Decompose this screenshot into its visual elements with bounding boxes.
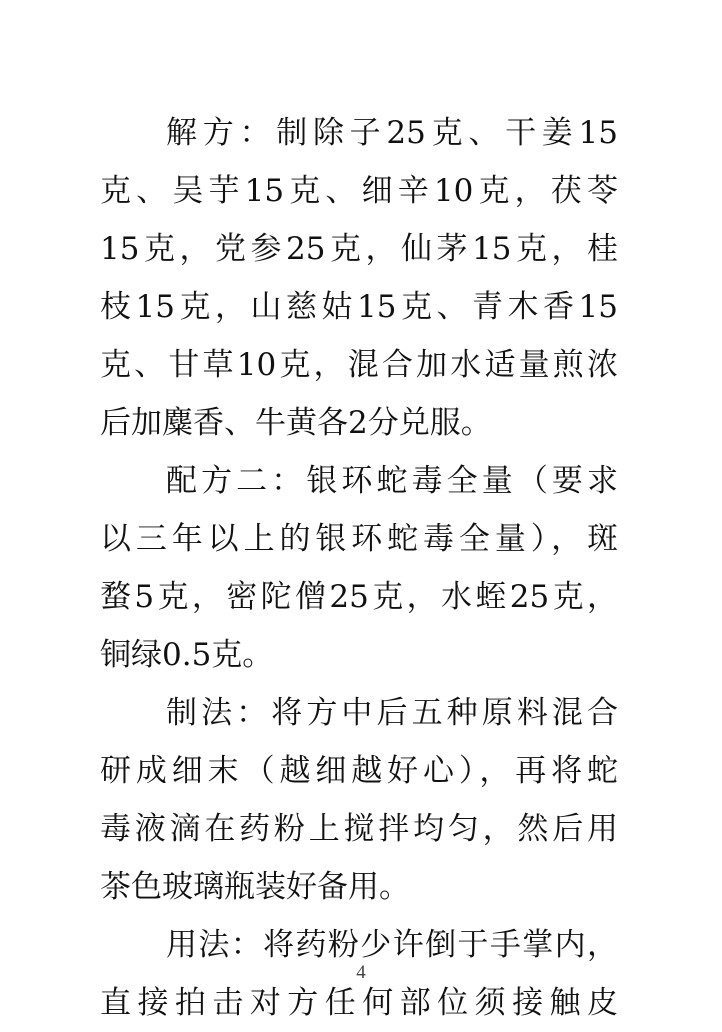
paragraph-zhifa-line-4: 茶色玻璃瓶装好备用。 xyxy=(100,869,410,905)
paragraph-peifang-line-1: 配方二：银环蛇毒全量（要求 xyxy=(166,463,618,499)
paragraph-jiefang-line-6: 后加麋香、牛黄各2分兑服。 xyxy=(100,405,492,441)
body-text xyxy=(100,104,618,1032)
paragraph-jiefang-line-3: 15克，党参25克，仙茅15克，桂 xyxy=(100,231,618,267)
paragraph-jiefang-line-5: 克、甘草10克，混合加水适量煎浓 xyxy=(100,347,618,383)
paragraph-zhifa-line-1: 制法：将方中后五种原料混合 xyxy=(166,695,618,731)
paragraph-jiefang-line-2: 克、吴芋15克、细辛10克，茯苓 xyxy=(100,173,618,209)
paragraph-zhifa-line-3: 毒液滴在药粉上搅拌均匀，然后用 xyxy=(100,811,618,847)
paragraph-zhifa-line-2: 研成细末（越细越好心），再将蛇 xyxy=(100,753,618,789)
paragraph-jiefang-line-1: 解方：制除子25克、干姜15 xyxy=(166,115,618,151)
paragraph-jiefang-line-4: 枝15克，山慈姑15克、青木香15 xyxy=(100,289,618,325)
paragraph-peifang-line-4: 铜绿0.5克。 xyxy=(100,637,274,673)
page-number: 4 xyxy=(356,962,366,983)
paragraph-peifang-line-2: 以三年以上的银环蛇毒全量），斑 xyxy=(100,521,618,557)
paragraph-peifang-line-3: 蝥5克，密陀僧25克，水蛭25克， xyxy=(100,579,618,615)
paragraph-yongfa-line-2: 直接拍击对方任何部位须接触皮 xyxy=(100,985,618,1021)
paragraph-yongfa-line-1: 用法：将药粉少许倒于手掌内， xyxy=(166,927,618,963)
